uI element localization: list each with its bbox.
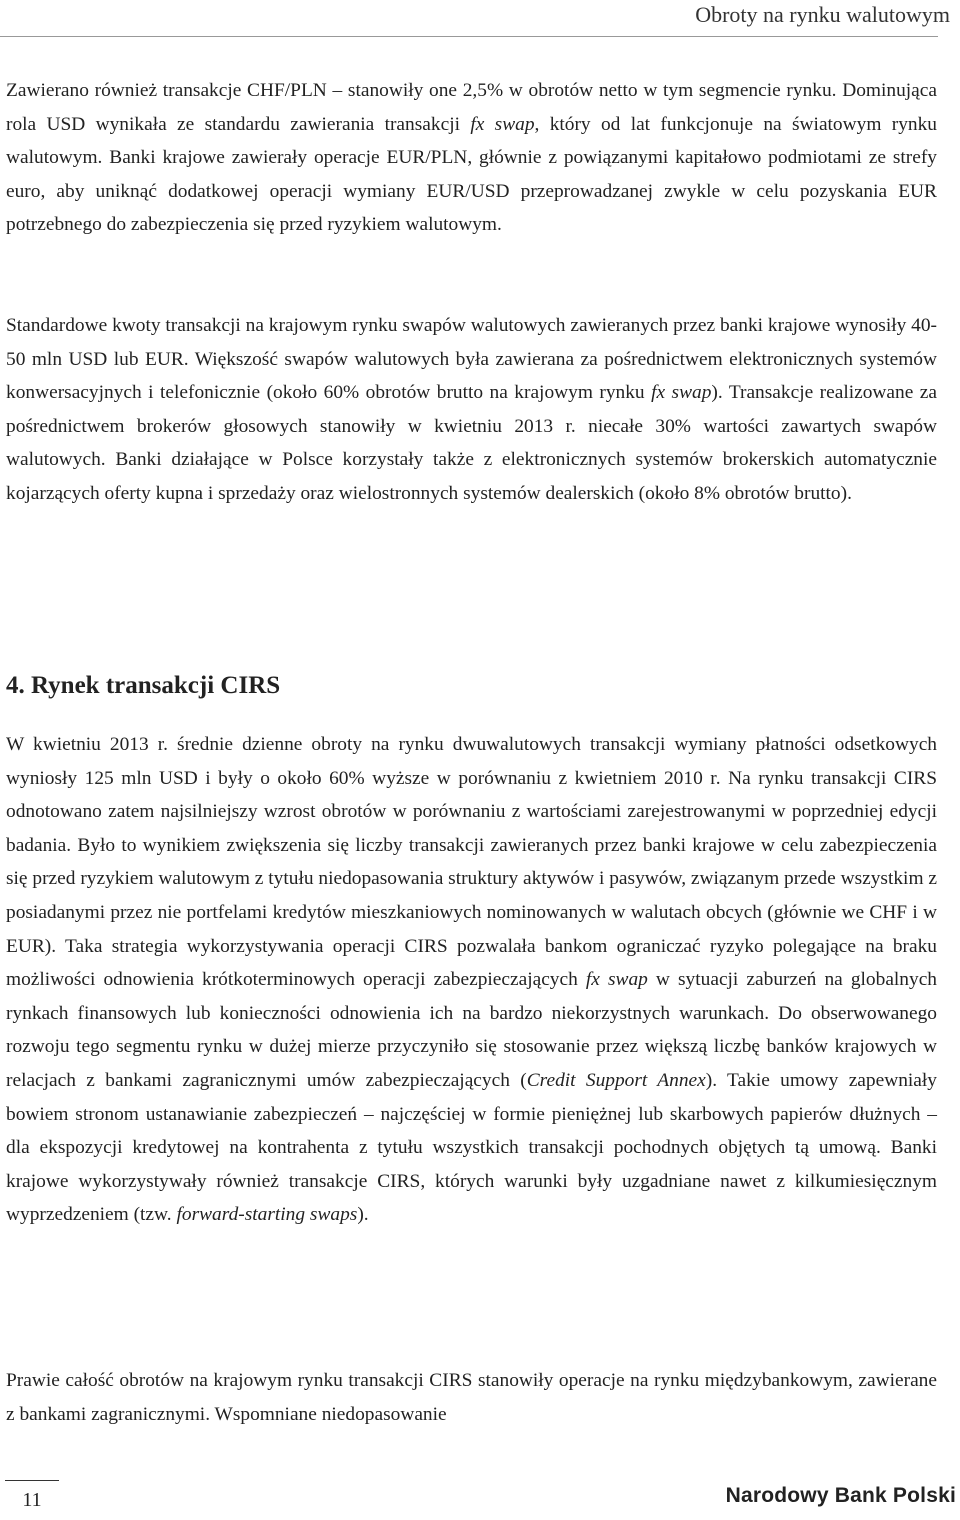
- italic-term: forward-starting swaps: [176, 1204, 358, 1226]
- section-heading: 4. Rynek transakcji CIRS: [6, 672, 281, 699]
- paragraph-swap-amounts: [6, 309, 937, 511]
- header-divider: [0, 36, 938, 37]
- text-run: ).: [357, 1204, 369, 1226]
- institution-logo: Narodowy Bank Polski: [725, 1484, 956, 1507]
- text-run: ). Transakcje realizowane za pośrednictwem brokerów głosowych stanowiły w kwietniu 2013 r. niecałe 30% wartości zawartych swapów walutowych. Banki działające w Polsce korzystały także z elektronicznych systemów brokerskich automatycznie kojarzących oferty kupna i sprzedaży oraz wielostronnych systemów dealerskich (około 8% obrotów brutto).: [6, 382, 937, 504]
- italic-term: fx swap: [585, 969, 648, 991]
- italic-term: fx swap: [651, 382, 712, 404]
- running-header: Obroty na rynku walutowym: [695, 2, 950, 27]
- text-run: Standardowe kwoty transakcji na krajowym rynku swapów walutowych zawieranych przez banki krajowe wynosiły 40-50 mln USD lub EUR. Większość swapów walutowych była zawierana za pośrednictwem elektronicznych systemów konwersacyjnych i telefonicznie (około 60% obrotów brutto na krajowym rynku: [6, 315, 938, 404]
- text-run: Prawie całość obrotów na krajowym rynku transakcji CIRS stanowiły operacje na rynku międzybankowym, zawierane z bankami zagranicznymi. Wspomniane niedopasowanie: [6, 1370, 937, 1425]
- italic-term: Credit Support Annex: [526, 1069, 706, 1091]
- paragraph-interbank: [6, 1364, 937, 1431]
- text-run: Zawierano również transakcje CHF/PLN – stanowiły one 2,5% w obrotów netto w tym segmencie rynku. Dominująca rola USD wynikała ze standardu zawierania transakcji: [6, 80, 937, 135]
- paragraph-currency-pairs: [6, 74, 937, 242]
- text-run: , który od lat funkcjonuje na światowym rynku walutowym. Banki krajowe zawierały operacje EUR/PLN, głównie z powiązanymi kapitałowo podmiotami ze strefy euro, aby uniknąć dodatkowej operacji wymiany EUR/USD przeprowadzanej zwykle w celu pozyskania EUR potrzebnego do zabezpieczenia się przed ryzykiem walutowym.: [6, 113, 937, 236]
- italic-term: fx swap: [470, 113, 535, 135]
- text-run: ). Takie umowy zapewniały bowiem stronom ustanawianie zabezpieczeń – najczęściej w formie pieniężnej lub skarbowych papierów dłużnych – dla ekspozycji kredytowej na kontrahenta z tytułu wszystkich transakcji pochodnych objętych tą umową. Banki krajowe wykorzystywały również transakcje CIRS, których warunki były uzgadniane nawet z kilkumiesięcznym wyprzedzeniem (tzw.: [6, 1069, 937, 1226]
- text-run: w sytuacji zaburzeń na globalnych rynkach finansowych lub konieczności odnowienia ich na bardzo niekorzystnych warunkach. Do obserwowanego rozwoju tego segmentu rynku w dużej mierze przyczyniło się stosowanie przez większą liczbę banków krajowych w relacjach z bankami zagranicznymi umów zabezpieczających (: [6, 969, 937, 1091]
- text-run: W kwietniu 2013 r. średnie dzienne obroty na rynku dwuwalutowych transakcji wymiany płatności odsetkowych wyniosły 125 mln USD i były o około 60% wyższe w porównaniu z kwietniem 2010 r. Na rynku transakcji CIRS odnotowano zatem najsilniejszy wzrost obrotów w porównaniu z wartościami zarejestrowanymi w poprzedniej edycji badania. Było to wynikiem zwiększenia się liczby transakcji zawieranych przez banki krajowe w celu zabezpieczenia się przed ryzykiem walutowym z tytułu niedopasowania struktury aktywów i pasywów, związanym przede wszystkim z posiadanymi przez nie portfelami kredytów mieszkaniowych nominowanych w walutach obcych (głównie we CHF i w EUR). Taka strategia wykorzystywania operacji CIRS pozwalała bankom ograniczać ryzyko polegające na braku możliwości odnowienia krótkoterminowych operacji zabezpieczających: [6, 734, 937, 991]
- page-number: 11: [5, 1480, 59, 1512]
- paragraph-cirs-market: [6, 728, 937, 1232]
